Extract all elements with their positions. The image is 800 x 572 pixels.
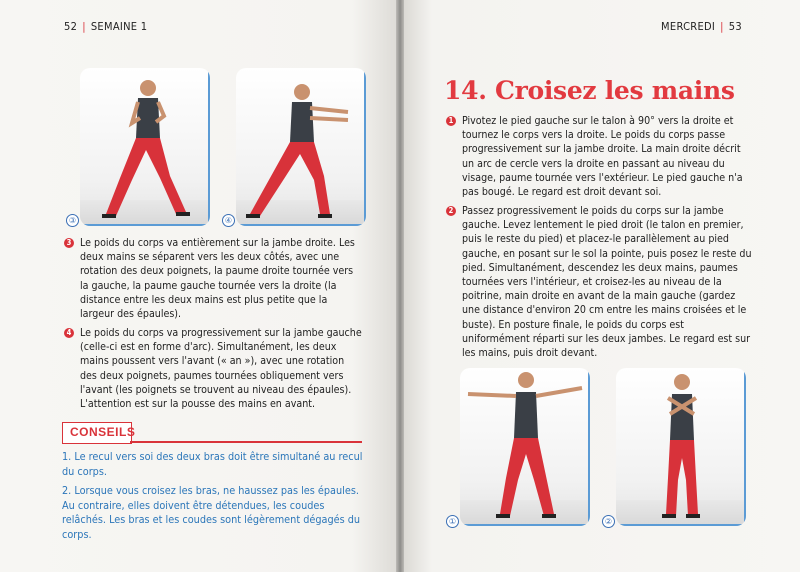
conseils-rule (130, 441, 362, 443)
step-4 (64, 326, 364, 411)
step-text: Le poids du corps va entièrement sur la jambe droite. Les deux mains se séparent vers les deux côtés, avec une rotation des deux poignets, la paume droite tournée vers la gauche, la paume gauche tournée vers la droite (la distance entre les deux mains est plus petite que la largeur des épaules). (80, 237, 355, 321)
advice-item-1: 1. Le recul vers soi des deux bras doit être simultané au recul du corps. (62, 450, 363, 478)
step-2 (446, 204, 752, 360)
photo-number-1: ① (446, 515, 459, 528)
chapter-label: SEMAINE 1 (90, 20, 148, 33)
right-running-head: MERCREDI | 53 (661, 20, 742, 33)
right-page (400, 0, 800, 572)
page-number: 53 (728, 20, 742, 33)
exercise-photo-4 (236, 68, 366, 226)
step-number-badge: 3 (64, 238, 74, 248)
step-number-badge: 1 (446, 116, 456, 126)
person-stance-photo (80, 68, 210, 226)
person-push-photo (236, 68, 366, 226)
step-1 (446, 114, 752, 199)
step-text: Le poids du corps va progressivement sur la jambe gauche (celle-ci est en forme d'arc). Simultanément, les deux mains poussent vers l'avant (« an »), avec une rotation des deux poignets, paumes tournées obliquement vers l'avant (les poignets se trouvent au niveau des épaules). L'attention est sur la pousse des mains en avant. (80, 327, 362, 411)
person-arms-open-photo (460, 368, 590, 526)
left-running-head: 52 | SEMAINE 1 (64, 20, 148, 33)
exercise-photo-1 (460, 368, 590, 526)
exercise-photo-3 (80, 68, 210, 226)
day-label: MERCREDI (661, 20, 716, 33)
photo-number-4: ④ (222, 214, 235, 227)
advice-item-2: 2. Lorsque vous croisez les bras, ne haussez pas les épaules. Au contraire, elles doivent être détendues, les coudes relâchés. Les bras et les coudes sont légèrement dégagés du corps. (62, 484, 361, 541)
exercise-title: 14. Croisez les mains (444, 76, 735, 105)
step-3 (64, 236, 364, 321)
step-text: Pivotez le pied gauche sur le talon à 90° vers la droite et tournez le corps vers la droite. Le poids du corps passe progressivement sur la jambe droite. La main droite décrit un arc de cercle vers la droite en passant au niveau du visage, paume tournée vers l'extérieur. Le pied gauche n'a pas bougé. Le regard est droit devant soi. (462, 115, 743, 199)
page-number: 52 (64, 20, 78, 33)
conseils-heading: CONSEILS (70, 425, 136, 439)
book-gutter (396, 0, 404, 572)
step-number-badge: 2 (446, 206, 456, 216)
step-number-badge: 4 (64, 328, 74, 338)
exercise-photo-2 (616, 368, 746, 526)
photo-number-2: ② (602, 515, 615, 528)
person-arms-crossed-photo (616, 368, 746, 526)
step-text: Passez progressivement le poids du corps sur la jambe gauche. Levez lentement le pied droit (le talon en premier, puis le reste du pied) et placez-le parallèlement au pied gauche, en posant sur le sol la pointe, puis posez le reste du pied. Simultanément, descendez les deux mains, paumes tournées vers l'intérieur, et croisez-les au niveau de la poitrine, main droite en avant de la main gauche (gardez une distance d'environ 20 cm entre les mains croisées et le buste). En posture finale, le poids du corps est uniformément réparti sur les deux jambes. Le regard est sur les mains, puis droit devant. (462, 205, 752, 360)
photo-number-3: ③ (66, 214, 79, 227)
